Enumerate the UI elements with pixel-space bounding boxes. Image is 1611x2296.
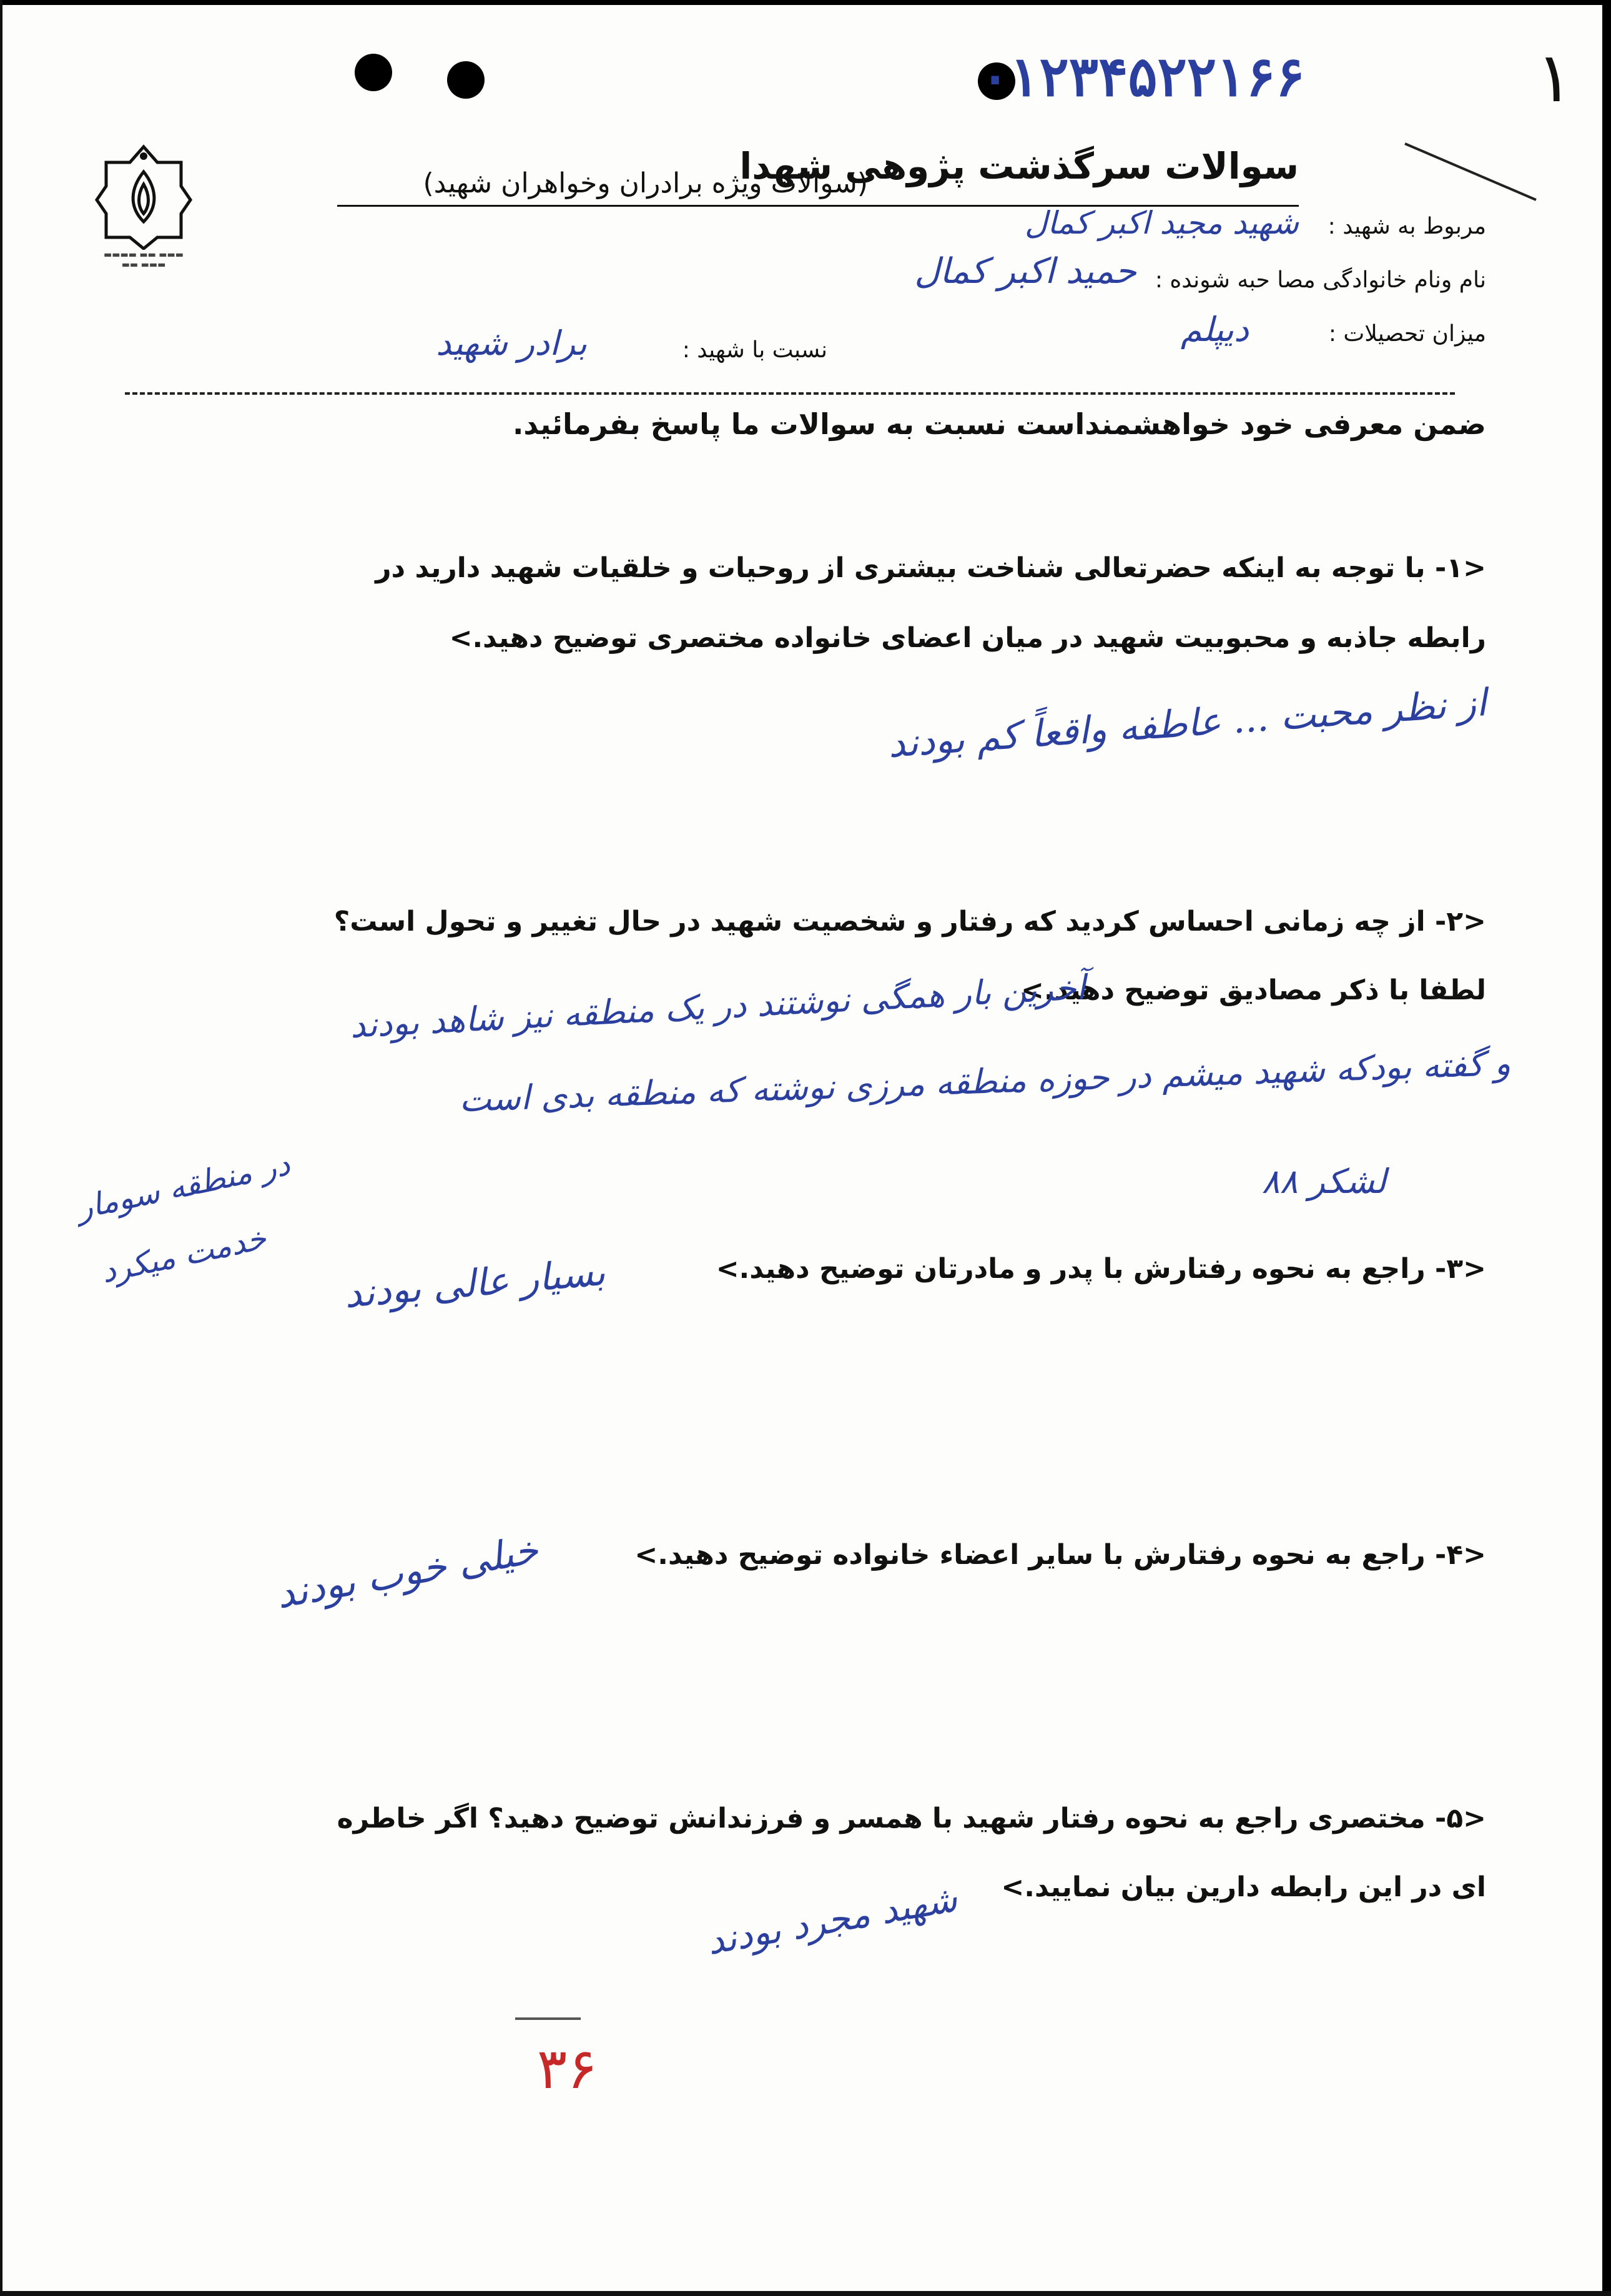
logo-caption: ▬▬▬ ▬▬ ▬▬▬▬ ▬▬▬ ▬▬ — [104, 250, 184, 270]
martyr-label: مربوط به شهید : — [1328, 214, 1486, 239]
question-2-line-1: <۲- از چه زمانی احساس کردید که رفتار و شخصیت شهید در حال تغییر و تحول است؟ — [333, 906, 1486, 938]
page-subtitle: (سوالات ویژه برادران وخواهران شهید) — [423, 167, 868, 199]
answer-2-line-2: و گفته بودکه شهید میشم در حوزه منطقه مرزی نوشته که منطقه بدی است — [458, 1043, 1512, 1120]
punch-hole — [447, 61, 485, 99]
question-5-line-1: <۵- مختصری راجع به نحوه رفتار شهید با همسر و فرزندانش توضیح دهید؟ اگر خاطره — [337, 1803, 1486, 1834]
question-1-line-2: رابطه جاذبه و محبوبیت شهید در میان اعضای خانواده مختصری توضیح دهید.> — [449, 622, 1486, 654]
punch-hole — [355, 54, 392, 91]
scan-border-bottom — [0, 2291, 1611, 2296]
corner-stroke — [1399, 137, 1549, 212]
answer-3: بسیار عالی بودند — [343, 1250, 608, 1317]
relation-label: نسبت با شهید : — [682, 337, 827, 363]
scan-border-top — [0, 0, 1611, 5]
martyrs-foundation-emblem-icon — [94, 144, 194, 250]
answer-2-line-3: لشکر ۸۸ — [1261, 1162, 1386, 1201]
answer-5: شهید مجرد بودند — [704, 1877, 960, 1963]
question-5-line-2: ای در این رابطه دارین بیان نمایید.> — [1001, 1871, 1486, 1903]
page-number-stroke — [512, 2015, 587, 2022]
interviewee-name: حمید اکبر کمال — [914, 251, 1136, 292]
question-1-line-1: <۱- با توجه به اینکه حضرتعالی شناخت بیشتری از روحیات و خلقیات شهید دارید در — [375, 552, 1486, 584]
martyr-name: شهید مجید اکبر کمال — [1025, 205, 1299, 241]
scan-border-right — [1602, 0, 1611, 2296]
question-4: <۴- راجع به نحوه رفتارش با سایر اعضاء خانواده توضیح دهید.> — [634, 1539, 1486, 1571]
archive-number: ۰۱۲۳۴۵۲۲۱۶۶ — [980, 44, 1305, 109]
answer-2-line-1: آخرین بار همگی نوشتند در یک منطقه نیز شاهد بودند — [349, 967, 1087, 1046]
education-value: دیپلم — [1180, 310, 1249, 349]
answer-1: از نظر محبت ... عاطفه واقعاً کم بودند — [886, 681, 1488, 766]
question-2-line-2: لطفا با ذکر مصادیق توضیح دهید.> — [1021, 974, 1486, 1006]
scan-border-left — [0, 0, 2, 2296]
answer-2-margin-2: خدمت میکرد — [97, 1219, 270, 1290]
relation-value: برادر شهید — [436, 324, 587, 363]
education-label: میزان تحصیلات : — [1328, 321, 1486, 347]
page-title: سوالات سرگذشت پژوهی شهدا — [739, 145, 1299, 187]
intro-text: ضمن معرفی خود خواهشمنداست نسبت به سوالات ما پاسخ بفرمائید. — [512, 407, 1486, 441]
section-divider — [125, 392, 1455, 395]
answer-2-margin-1: در منطقه سومار — [73, 1146, 293, 1227]
corner-mark: ۱ — [1536, 37, 1574, 117]
question-3: <۳- راجع به نحوه رفتارش با پدر و مادرتان توضیح دهید.> — [716, 1253, 1486, 1285]
answer-4: خیلی خوب بودند — [272, 1526, 542, 1618]
page-number: ۳۶ — [537, 2036, 598, 2102]
interviewee-label: نام ونام خانوادگی مصا حبه شونده : — [1155, 267, 1486, 293]
